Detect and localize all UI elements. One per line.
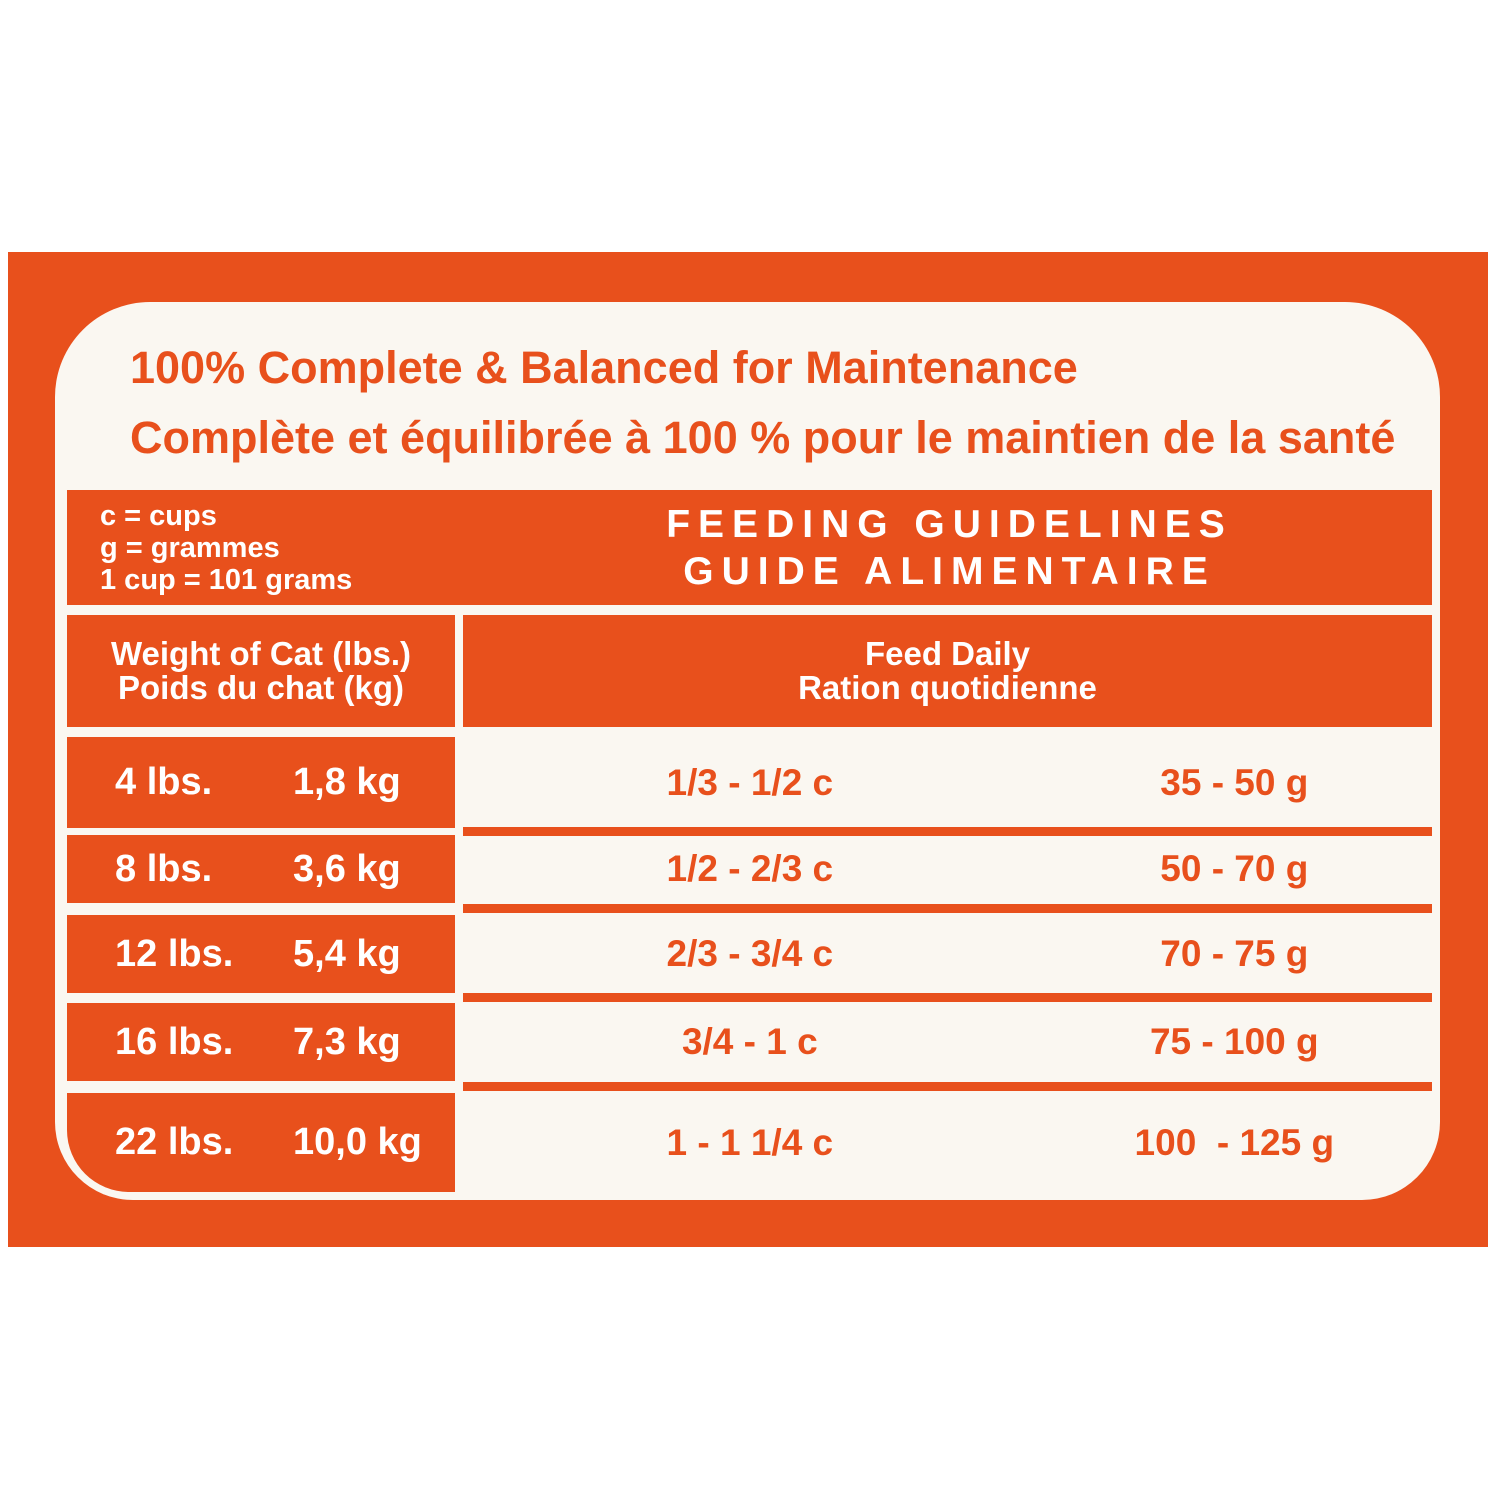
legend-line-grams: g = grammes [100,531,280,564]
weight-kg: 10,0 kg [293,1121,422,1163]
header-feed-en: Feed Daily [864,635,1031,672]
weight-cell [67,737,455,828]
legend-line-conversion: 1 cup = 101 grams [100,563,353,596]
header-weight-column [67,615,455,727]
weight-lbs: 16 lbs. [115,1020,234,1063]
weight-kg: 5,4 kg [293,932,401,975]
feed-grams: 100 - 125 g [1134,1121,1335,1163]
feeding-guidelines-heading-fr: GUIDE ALIMENTAIRE [683,549,1216,593]
weight-lbs: 22 lbs. [115,1121,234,1163]
header-feed-column [463,615,1432,727]
legend-band [67,490,1432,605]
legend-line-cups: c = cups [100,499,217,532]
weight-cell [67,915,455,993]
feed-cell [463,1093,1432,1192]
weight-lbs: 4 lbs. [115,761,213,803]
feed-cell [463,1003,1432,1081]
feed-grams: 50 - 70 g [1160,848,1309,889]
table-row [55,915,1440,993]
legend-abbreviations [67,500,467,596]
title-english: 100% Complete & Balanced for Maintenance [130,342,1078,393]
weight-cell [67,1003,455,1081]
feed-grams: 75 - 100 g [1149,1021,1319,1062]
weight-lbs: 8 lbs. [115,847,213,890]
row-separator [463,904,1432,913]
weight-cell [67,1093,455,1192]
feed-cups: 2/3 - 3/4 c [666,933,834,974]
feed-cups: 1/2 - 2/3 c [666,848,834,889]
weight-kg: 7,3 kg [293,1020,401,1063]
table-row [55,1093,1440,1192]
title-french: Complète et équilibrée à 100 % pour le maintien de la santé [130,412,1396,463]
feed-cups: 3/4 - 1 c [681,1021,818,1062]
feed-grams: 70 - 75 g [1160,933,1309,974]
feed-cell [463,835,1432,903]
table-header-row [55,615,1440,727]
header-weight-en: Weight of Cat (lbs.) [110,635,412,672]
header-feed-fr: Ration quotidienne [798,669,1097,706]
feed-cell [463,737,1432,828]
weight-kg: 3,6 kg [293,847,401,890]
feed-grams: 35 - 50 g [1160,761,1309,803]
weight-lbs: 12 lbs. [115,932,234,975]
weight-kg: 1,8 kg [293,761,401,803]
feeding-guidelines-heading [467,501,1432,595]
feeding-guidelines-card [55,302,1440,1200]
table-row [55,835,1440,903]
header-weight-fr: Poids du chat (kg) [117,669,404,706]
row-separator [463,827,1432,836]
table-row [55,1003,1440,1081]
table-row [55,737,1440,828]
feed-cell [463,915,1432,993]
orange-panel [8,252,1488,1247]
feed-cups: 1 - 1 1/4 c [666,1121,834,1163]
feeding-guidelines-heading-en: FEEDING GUIDELINES [666,502,1233,546]
row-separator [463,1082,1432,1091]
row-separator [463,993,1432,1002]
feed-cups: 1/3 - 1/2 c [666,761,834,803]
weight-cell [67,835,455,903]
